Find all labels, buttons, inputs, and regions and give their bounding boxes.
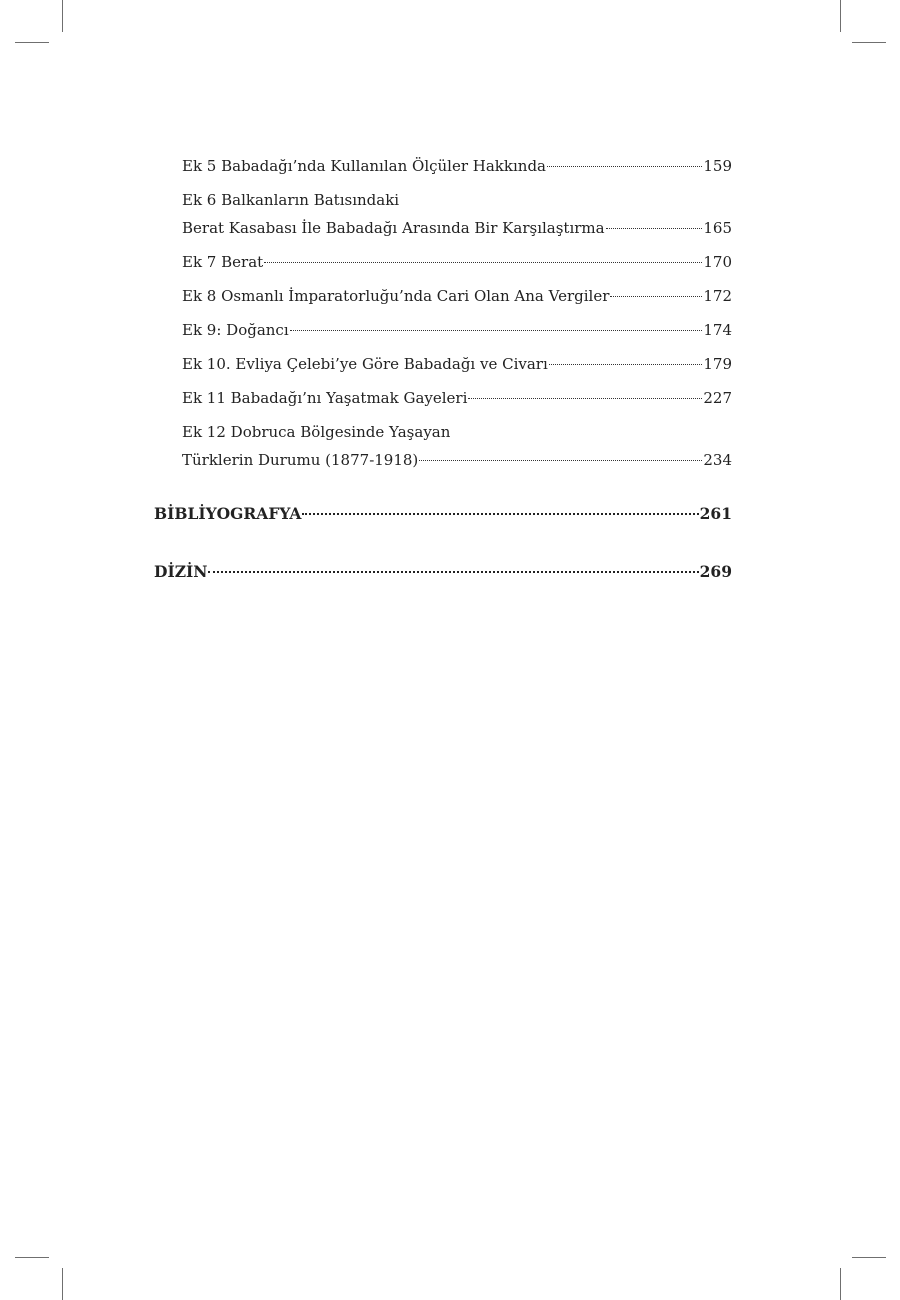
toc-page-number: 179 [703, 355, 732, 373]
crop-mark [15, 1257, 49, 1258]
toc-entry-title: Ek 6 Balkanların Batısındaki [182, 191, 400, 209]
crop-mark [852, 1257, 886, 1258]
toc-entry-title: Ek 8 Osmanlı İmparatorluğu’nda Cari Olan Ana Vergiler [182, 287, 610, 305]
crop-mark [840, 0, 841, 32]
toc-entry-title: Ek 7 Berat [182, 253, 264, 271]
toc-entry-ek12[interactable] [154, 418, 732, 474]
toc-entry-ek5[interactable] [154, 152, 732, 180]
toc-entry-title-line2: Berat Kasabası İle Babadağı Arasında Bir Karşılaştırma [182, 219, 605, 237]
toc-page-number: 159 [703, 157, 732, 175]
toc-page-number: 227 [703, 389, 732, 407]
dot-leader [264, 262, 702, 263]
toc-page-number: 269 [699, 562, 732, 581]
toc-entry-title: Ek 12 Dobruca Bölgesinde Yaşayan [182, 423, 451, 441]
dot-leader [208, 571, 698, 573]
toc-entry-ek10[interactable] [154, 350, 732, 378]
toc-entry-title-line2: Türklerin Durumu (1877-1918) [182, 451, 419, 469]
toc-entry-ek9[interactable] [154, 316, 732, 344]
toc-entry-bibliografya[interactable] [154, 500, 732, 528]
crop-mark [852, 42, 886, 43]
crop-mark [62, 1268, 63, 1300]
toc-page-number: 234 [703, 451, 732, 469]
dot-leader [549, 364, 703, 365]
dot-leader [468, 398, 702, 399]
toc-entry-dizin[interactable] [154, 558, 732, 586]
toc-entry-ek8[interactable] [154, 282, 732, 310]
dot-leader [606, 228, 703, 229]
toc-entry-title: Ek 5 Babadağı’nda Kullanılan Ölçüler Hakkında [182, 157, 546, 175]
toc-entry-title: Ek 11 Babadağı’nı Yaşatmak Gayeleri [182, 389, 468, 407]
toc-entry-title: Ek 9: Doğancı [182, 321, 289, 339]
dot-leader [419, 460, 702, 461]
crop-mark [62, 0, 63, 32]
table-of-contents [154, 152, 732, 586]
toc-entry-title: BİBLİYOGRAFYA [154, 504, 302, 523]
dot-leader [290, 330, 703, 331]
toc-page-number: 165 [703, 219, 732, 237]
toc-entry-title: DİZİN [154, 562, 208, 581]
toc-page-number: 174 [703, 321, 732, 339]
toc-entry-title: Ek 10. Evliya Çelebi’ye Göre Babadağı ve Civarı [182, 355, 548, 373]
toc-page-number: 261 [699, 504, 732, 523]
dot-leader [547, 166, 702, 167]
toc-page-number: 170 [703, 253, 732, 271]
dot-leader [302, 513, 698, 515]
crop-mark [15, 42, 49, 43]
toc-page-number: 172 [703, 287, 732, 305]
dot-leader [610, 296, 702, 297]
crop-mark [840, 1268, 841, 1300]
toc-entry-ek7[interactable] [154, 248, 732, 276]
toc-entry-ek6[interactable] [154, 186, 732, 242]
toc-entry-ek11[interactable] [154, 384, 732, 412]
